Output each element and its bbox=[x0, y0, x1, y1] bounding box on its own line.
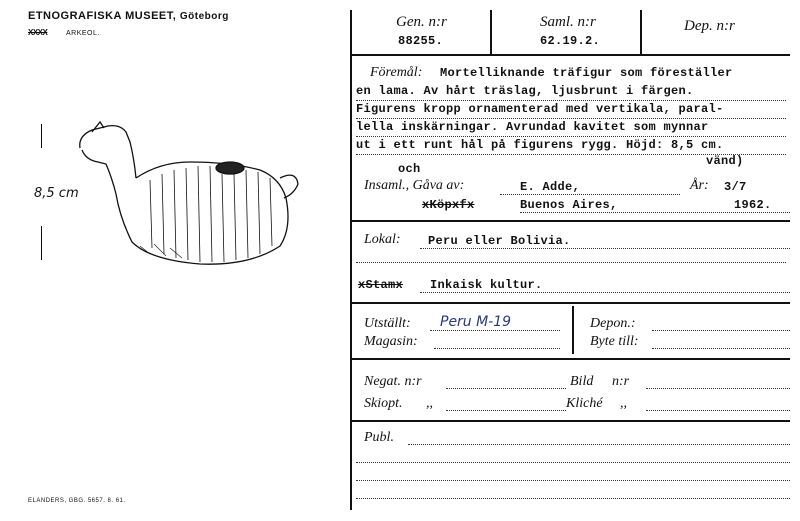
publ-rule-3 bbox=[356, 480, 790, 481]
card-divider bbox=[350, 10, 352, 510]
bild-nr-label: n:r bbox=[612, 374, 630, 389]
ar-value: 3/7 bbox=[724, 180, 747, 194]
cliche-mark: ,, bbox=[620, 396, 627, 411]
depon-rule bbox=[652, 330, 790, 331]
insaml-value: E. Adde, bbox=[520, 180, 581, 194]
measure-bar-bottom bbox=[41, 226, 42, 260]
cliche-rule bbox=[646, 410, 790, 411]
museum-city: Göteborg bbox=[179, 11, 229, 22]
publ-rule-4 bbox=[356, 498, 790, 499]
insaml-year: 1962. bbox=[734, 198, 772, 212]
foremal-line-3: Figurens kropp ornamenterad med vertikala, paral- bbox=[356, 102, 724, 116]
negat-rule bbox=[446, 388, 566, 389]
ar-label: År: bbox=[690, 178, 709, 193]
stam-value: Inkaisk kultur. bbox=[430, 278, 543, 292]
foremal-rule-1 bbox=[356, 100, 786, 101]
cliche-label: Kliché bbox=[566, 396, 603, 411]
insaml-section-rule bbox=[350, 220, 790, 222]
byte-label: Byte till: bbox=[590, 334, 639, 349]
saml-value: 62.19.2. bbox=[540, 34, 601, 48]
utst-section-rule bbox=[350, 358, 790, 360]
measure-bar-top bbox=[41, 124, 42, 148]
measure-label: 8,5 cm bbox=[34, 186, 79, 201]
dept-code: XXXX bbox=[28, 28, 48, 37]
header-divider-2 bbox=[640, 10, 642, 54]
byte-rule bbox=[652, 348, 790, 349]
museum-name bbox=[28, 10, 229, 22]
stam-rule bbox=[420, 292, 790, 293]
utst-rule bbox=[430, 330, 560, 331]
skiopt-label: Skiopt. bbox=[364, 396, 403, 411]
publ-rule-1 bbox=[408, 444, 790, 445]
och-text: och bbox=[398, 162, 421, 176]
foremal-label: Föremål: bbox=[370, 65, 423, 80]
lokal-value: Peru eller Bolivia. bbox=[428, 234, 571, 248]
skiopt-rule bbox=[446, 410, 566, 411]
negat-section-rule bbox=[350, 420, 790, 422]
foremal-line-2: en lama. Av hårt träslag, ljusbrunt i färgen. bbox=[356, 84, 694, 98]
foremal-rule-3 bbox=[356, 136, 786, 137]
insaml-rule-2 bbox=[520, 212, 790, 213]
kopt-label: xKöpxfx bbox=[422, 198, 475, 212]
printer-mark: ELANDERS, GBG. 5657. 8. 61. bbox=[28, 498, 126, 504]
foremal-line-4: lella inskärningar. Avrundad kavitet som mynnar bbox=[356, 120, 709, 134]
header-rule bbox=[350, 54, 790, 56]
llama-figure-drawing bbox=[70, 118, 310, 278]
stam-section-rule bbox=[350, 302, 790, 304]
foremal-vand: vänd) bbox=[706, 154, 744, 168]
publ-label: Publ. bbox=[364, 430, 394, 445]
bild-rule bbox=[646, 388, 790, 389]
magasin-label: Magasin: bbox=[364, 334, 418, 349]
insaml-label: Insaml., Gåva av: bbox=[364, 178, 465, 193]
utst-divider bbox=[572, 306, 574, 354]
header-divider-1 bbox=[490, 10, 492, 54]
dep-label: Dep. n:r bbox=[684, 18, 735, 34]
utst-label: Utställt: bbox=[364, 316, 411, 331]
lokal-label: Lokal: bbox=[364, 232, 401, 247]
insaml-place: Buenos Aires, bbox=[520, 198, 618, 212]
dept-label: ARKEOL. bbox=[66, 30, 100, 37]
gen-value: 88255. bbox=[398, 34, 444, 48]
skiopt-mark: ,, bbox=[426, 396, 433, 411]
depon-label: Depon.: bbox=[590, 316, 636, 331]
foremal-line-5: ut i ett runt hål på figurens rygg. Höjd: 8,5 cm. bbox=[356, 138, 724, 152]
foremal-rule-2 bbox=[356, 118, 786, 119]
museum-title: ETNOGRAFISKA MUSEET, bbox=[28, 10, 177, 22]
utst-value: Peru M-19 bbox=[440, 314, 512, 330]
bild-label: Bild bbox=[570, 374, 594, 389]
foremal-rule-4 bbox=[356, 154, 786, 155]
lokal-rule bbox=[420, 248, 790, 249]
magasin-rule bbox=[434, 348, 560, 349]
stam-label: xStamx bbox=[358, 278, 404, 292]
foremal-line-1: Mortelliknande träfigur som föreställer bbox=[440, 66, 733, 80]
saml-label: Saml. n:r bbox=[540, 14, 596, 30]
gen-label: Gen. n:r bbox=[396, 14, 447, 30]
insaml-rule bbox=[500, 194, 680, 195]
publ-rule-2 bbox=[356, 462, 790, 463]
negat-label: Negat. n:r bbox=[364, 374, 422, 389]
lokal-rule-2 bbox=[356, 262, 786, 263]
